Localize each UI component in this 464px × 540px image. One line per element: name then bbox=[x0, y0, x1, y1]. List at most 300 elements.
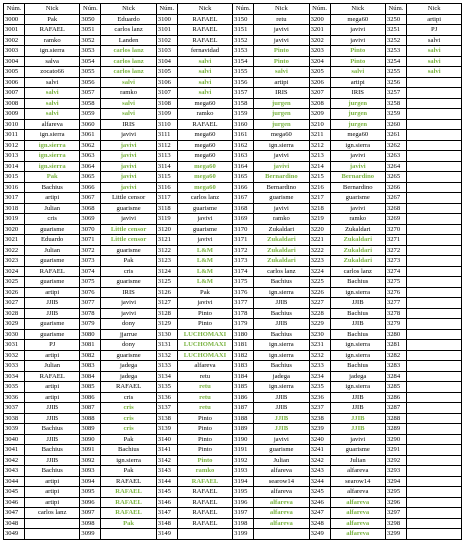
entry-nick: guarisme bbox=[25, 329, 80, 340]
entry-number: 3118 bbox=[156, 203, 177, 214]
entry-nick: JJIB bbox=[25, 298, 80, 309]
entry-number: 3016 bbox=[4, 182, 25, 193]
entry-number: 3255 bbox=[385, 67, 406, 78]
entry-nick: jurgen bbox=[330, 119, 385, 130]
entry-number: 3089 bbox=[80, 424, 101, 435]
entry-nick: salva bbox=[25, 56, 80, 67]
entry-number: 3163 bbox=[233, 151, 254, 162]
entry-number: 3254 bbox=[385, 56, 406, 67]
entry-number: 3238 bbox=[309, 413, 330, 424]
entry-nick: alfareva bbox=[330, 508, 385, 519]
entry-nick: JJIB bbox=[254, 413, 309, 424]
entry-number: 3262 bbox=[385, 140, 406, 151]
entry-number: 3143 bbox=[156, 466, 177, 477]
entry-nick: dony bbox=[101, 319, 156, 330]
entry-number: 3020 bbox=[4, 224, 25, 235]
table-row bbox=[4, 98, 462, 109]
entry-number: 3121 bbox=[156, 235, 177, 246]
entry-nick: IRIS bbox=[254, 88, 309, 99]
entry-number: 3094 bbox=[80, 476, 101, 487]
entry-nick: L&M bbox=[177, 245, 232, 256]
entry-number: 3293 bbox=[385, 466, 406, 477]
entry-number: 3111 bbox=[156, 130, 177, 141]
entry-number: 3201 bbox=[309, 25, 330, 36]
table-row bbox=[4, 518, 462, 529]
entry-number: 3158 bbox=[233, 98, 254, 109]
entry-number: 3169 bbox=[233, 214, 254, 225]
entry-nick: javivi bbox=[101, 298, 156, 309]
entry-nick: Bernardino bbox=[330, 182, 385, 193]
entry-nick: jurgen bbox=[330, 109, 385, 120]
entry-number: 3187 bbox=[233, 403, 254, 414]
num-header: Núm. bbox=[385, 4, 406, 15]
entry-nick: javivi bbox=[177, 214, 232, 225]
entry-number: 3226 bbox=[309, 287, 330, 298]
entry-number: 3049 bbox=[4, 529, 25, 540]
entry-nick bbox=[25, 529, 80, 540]
entry-nick bbox=[406, 77, 461, 88]
entry-number: 3035 bbox=[4, 382, 25, 393]
table-row bbox=[4, 508, 462, 519]
entry-number: 3180 bbox=[233, 329, 254, 340]
entry-number: 3070 bbox=[80, 224, 101, 235]
entry-nick: alfareva bbox=[330, 529, 385, 540]
entry-number: 3044 bbox=[4, 476, 25, 487]
table-row bbox=[4, 14, 462, 25]
entry-number: 3096 bbox=[80, 497, 101, 508]
nick-header: Nick bbox=[254, 4, 309, 15]
entry-nick: ign.sierra bbox=[254, 140, 309, 151]
entry-nick: Zukaldari bbox=[254, 245, 309, 256]
entry-nick: salvi bbox=[25, 109, 80, 120]
entry-nick bbox=[406, 182, 461, 193]
entry-nick: javivi bbox=[177, 235, 232, 246]
entry-nick: JJIB bbox=[254, 403, 309, 414]
entry-nick: mega60 bbox=[177, 172, 232, 183]
entry-number: 3179 bbox=[233, 319, 254, 330]
entry-nick: mega60 bbox=[177, 151, 232, 162]
entry-number: 3064 bbox=[80, 161, 101, 172]
entry-number: 3166 bbox=[233, 182, 254, 193]
entry-number: 3062 bbox=[80, 140, 101, 151]
entry-number: 3231 bbox=[309, 340, 330, 351]
entry-number: 3067 bbox=[80, 193, 101, 204]
entry-nick: salvi bbox=[406, 67, 461, 78]
entry-number: 3191 bbox=[233, 445, 254, 456]
entry-number: 3115 bbox=[156, 172, 177, 183]
entry-nick bbox=[406, 256, 461, 267]
entry-nick: artipi bbox=[25, 382, 80, 393]
entry-nick: retu bbox=[177, 403, 232, 414]
entry-number: 3234 bbox=[309, 371, 330, 382]
entry-number: 3138 bbox=[156, 413, 177, 424]
entry-number: 3106 bbox=[156, 77, 177, 88]
entry-nick: JJIB bbox=[254, 392, 309, 403]
entry-number: 3081 bbox=[80, 340, 101, 351]
entry-number: 3194 bbox=[233, 476, 254, 487]
entry-number: 3018 bbox=[4, 203, 25, 214]
entry-nick: IRIS bbox=[330, 88, 385, 99]
entry-nick: salvi bbox=[406, 46, 461, 57]
entry-number: 3011 bbox=[4, 130, 25, 141]
entry-nick: guarisme bbox=[254, 193, 309, 204]
entry-nick: RAFAEL bbox=[101, 487, 156, 498]
entry-nick: guarisme bbox=[330, 193, 385, 204]
entry-number: 3125 bbox=[156, 277, 177, 288]
entry-nick bbox=[406, 203, 461, 214]
table-row bbox=[4, 46, 462, 57]
entry-number: 3259 bbox=[385, 109, 406, 120]
table-row bbox=[4, 161, 462, 172]
entry-number: 3113 bbox=[156, 151, 177, 162]
table-row bbox=[4, 329, 462, 340]
entry-nick: guarisme bbox=[25, 319, 80, 330]
nick-header: Nick bbox=[406, 4, 461, 15]
nick-header: Nick bbox=[101, 4, 156, 15]
entry-nick: guarisme bbox=[101, 350, 156, 361]
table-row bbox=[4, 151, 462, 162]
entry-number: 3037 bbox=[4, 403, 25, 414]
entry-number: 3031 bbox=[4, 340, 25, 351]
table-row bbox=[4, 424, 462, 435]
table-row bbox=[4, 277, 462, 288]
entry-nick: jadega bbox=[254, 371, 309, 382]
entry-number: 3217 bbox=[309, 193, 330, 204]
entry-nick: ign.sierra bbox=[25, 161, 80, 172]
entry-number: 3003 bbox=[4, 46, 25, 57]
entry-nick: ign.sierra bbox=[330, 140, 385, 151]
entry-number: 3123 bbox=[156, 256, 177, 267]
entry-number: 3215 bbox=[309, 172, 330, 183]
entry-number: 3073 bbox=[80, 256, 101, 267]
entry-number: 3151 bbox=[233, 25, 254, 36]
entry-number: 3157 bbox=[233, 88, 254, 99]
table-row bbox=[4, 287, 462, 298]
entry-number: 3127 bbox=[156, 298, 177, 309]
entry-number: 3258 bbox=[385, 98, 406, 109]
table-row bbox=[4, 529, 462, 540]
entry-number: 3267 bbox=[385, 193, 406, 204]
entry-nick: artipi bbox=[406, 14, 461, 25]
entry-nick bbox=[406, 277, 461, 288]
entry-number: 3043 bbox=[4, 466, 25, 477]
entry-nick: PJ bbox=[25, 340, 80, 351]
entry-nick: Bachius bbox=[254, 361, 309, 372]
entry-number: 3230 bbox=[309, 329, 330, 340]
entry-number: 3156 bbox=[233, 77, 254, 88]
entry-nick: javivi bbox=[101, 130, 156, 141]
entry-number: 3171 bbox=[233, 235, 254, 246]
entry-number: 3161 bbox=[233, 130, 254, 141]
table-row bbox=[4, 256, 462, 267]
entry-nick: Bachius bbox=[330, 277, 385, 288]
entry-number: 3028 bbox=[4, 308, 25, 319]
entry-number: 3053 bbox=[80, 46, 101, 57]
entry-nick bbox=[406, 151, 461, 162]
entry-nick: cris bbox=[25, 214, 80, 225]
entry-number: 3052 bbox=[80, 35, 101, 46]
entry-number: 3117 bbox=[156, 193, 177, 204]
entry-number: 3221 bbox=[309, 235, 330, 246]
entry-nick: RAFAEL bbox=[177, 35, 232, 46]
table-row bbox=[4, 382, 462, 393]
entry-nick: RAFAEL bbox=[177, 508, 232, 519]
entry-number: 3085 bbox=[80, 382, 101, 393]
entry-number: 3030 bbox=[4, 329, 25, 340]
entry-number: 3299 bbox=[385, 529, 406, 540]
entry-nick bbox=[406, 476, 461, 487]
entry-number: 3260 bbox=[385, 119, 406, 130]
entry-nick: RAFAEL bbox=[177, 497, 232, 508]
entry-number: 3022 bbox=[4, 245, 25, 256]
entry-nick: javivi bbox=[330, 35, 385, 46]
entry-nick: Zukaldari bbox=[254, 224, 309, 235]
table-row bbox=[4, 140, 462, 151]
entry-nick: javivi bbox=[254, 203, 309, 214]
entry-nick: JJIB bbox=[330, 413, 385, 424]
entry-nick bbox=[406, 518, 461, 529]
entry-nick: guarisme bbox=[254, 445, 309, 456]
entry-number: 3060 bbox=[80, 119, 101, 130]
entry-nick: salvi bbox=[25, 98, 80, 109]
entry-nick: ign.sierra bbox=[25, 46, 80, 57]
entry-number: 3192 bbox=[233, 455, 254, 466]
entry-nick: artipi bbox=[25, 193, 80, 204]
entry-nick: JJIB bbox=[25, 434, 80, 445]
entry-nick: artipi bbox=[25, 287, 80, 298]
entry-number: 3178 bbox=[233, 308, 254, 319]
entry-number: 3184 bbox=[233, 371, 254, 382]
entry-nick: ramko bbox=[177, 466, 232, 477]
entry-number: 3114 bbox=[156, 161, 177, 172]
entry-number: 3104 bbox=[156, 56, 177, 67]
entry-nick bbox=[406, 455, 461, 466]
entry-number: 3055 bbox=[80, 67, 101, 78]
entry-nick: ign.sierra bbox=[330, 340, 385, 351]
entry-number: 3136 bbox=[156, 392, 177, 403]
entry-nick: jadega bbox=[330, 371, 385, 382]
entry-nick bbox=[406, 98, 461, 109]
entry-number: 3155 bbox=[233, 67, 254, 78]
entry-nick: cris bbox=[101, 413, 156, 424]
entry-number: 3271 bbox=[385, 235, 406, 246]
entry-number: 3239 bbox=[309, 424, 330, 435]
entry-number: 3047 bbox=[4, 508, 25, 519]
entry-nick bbox=[101, 529, 156, 540]
entry-nick: L&M bbox=[177, 266, 232, 277]
entry-number: 3079 bbox=[80, 319, 101, 330]
entry-nick: jurgen bbox=[254, 119, 309, 130]
entry-number: 3232 bbox=[309, 350, 330, 361]
num-header: Núm. bbox=[309, 4, 330, 15]
entry-number: 3071 bbox=[80, 235, 101, 246]
entry-nick bbox=[254, 529, 309, 540]
entry-number: 3256 bbox=[385, 77, 406, 88]
entry-number: 3042 bbox=[4, 455, 25, 466]
data-table bbox=[3, 3, 462, 540]
entry-nick bbox=[406, 319, 461, 330]
entry-number: 3199 bbox=[233, 529, 254, 540]
entry-nick: Bachius bbox=[25, 424, 80, 435]
entry-nick: ign.sierra bbox=[330, 382, 385, 393]
entry-nick: mega60 bbox=[177, 98, 232, 109]
entry-number: 3002 bbox=[4, 35, 25, 46]
entry-number: 3126 bbox=[156, 287, 177, 298]
entry-nick: Pinto bbox=[254, 56, 309, 67]
entry-number: 3253 bbox=[385, 46, 406, 57]
entry-number: 3242 bbox=[309, 455, 330, 466]
entry-nick bbox=[406, 424, 461, 435]
entry-nick: javivi bbox=[330, 434, 385, 445]
entry-number: 3248 bbox=[309, 518, 330, 529]
table-row bbox=[4, 340, 462, 351]
table-row bbox=[4, 214, 462, 225]
table-row bbox=[4, 455, 462, 466]
entry-nick: retu bbox=[177, 371, 232, 382]
entry-nick: Pak bbox=[25, 172, 80, 183]
entry-number: 3196 bbox=[233, 497, 254, 508]
num-header: Núm. bbox=[233, 4, 254, 15]
entry-number: 3235 bbox=[309, 382, 330, 393]
entry-number: 3051 bbox=[80, 25, 101, 36]
entry-number: 3144 bbox=[156, 476, 177, 487]
entry-nick bbox=[406, 434, 461, 445]
entry-nick: Bachius bbox=[254, 329, 309, 340]
entry-number: 3202 bbox=[309, 35, 330, 46]
entry-number: 3103 bbox=[156, 46, 177, 57]
nick-header: Nick bbox=[330, 4, 385, 15]
entry-number: 3172 bbox=[233, 245, 254, 256]
entry-number: 3150 bbox=[233, 14, 254, 25]
entry-nick: ign.sierra bbox=[254, 340, 309, 351]
entry-number: 3177 bbox=[233, 298, 254, 309]
entry-nick: ramko bbox=[101, 88, 156, 99]
entry-number: 3039 bbox=[4, 424, 25, 435]
table-row bbox=[4, 392, 462, 403]
entry-number: 3229 bbox=[309, 319, 330, 330]
entry-nick: ign.sierra bbox=[254, 350, 309, 361]
entry-number: 3173 bbox=[233, 256, 254, 267]
table-row bbox=[4, 245, 462, 256]
entry-nick: Bachius bbox=[101, 445, 156, 456]
entry-number: 3284 bbox=[385, 371, 406, 382]
entry-nick: LUCHOMAXI bbox=[177, 340, 232, 351]
entry-number: 3023 bbox=[4, 256, 25, 267]
entry-nick: JJIB bbox=[25, 308, 80, 319]
entry-number: 3153 bbox=[233, 46, 254, 57]
entry-nick: LUCHOMAXI bbox=[177, 350, 232, 361]
entry-number: 3132 bbox=[156, 350, 177, 361]
entry-nick: Pak bbox=[177, 287, 232, 298]
entry-nick: guarisme bbox=[101, 203, 156, 214]
entry-nick bbox=[406, 161, 461, 172]
entry-number: 3083 bbox=[80, 361, 101, 372]
table-row bbox=[4, 413, 462, 424]
entry-number: 3286 bbox=[385, 392, 406, 403]
entry-nick: RAFAEL bbox=[101, 508, 156, 519]
entry-number: 3282 bbox=[385, 350, 406, 361]
entry-nick: RAFAEL bbox=[25, 371, 80, 382]
entry-number: 3270 bbox=[385, 224, 406, 235]
entry-number: 3296 bbox=[385, 497, 406, 508]
entry-nick: Pinto bbox=[330, 56, 385, 67]
entry-number: 3099 bbox=[80, 529, 101, 540]
entry-number: 3075 bbox=[80, 277, 101, 288]
entry-number: 3251 bbox=[385, 25, 406, 36]
entry-nick: searow14 bbox=[254, 476, 309, 487]
entry-nick bbox=[406, 287, 461, 298]
entry-nick: Landen bbox=[101, 35, 156, 46]
entry-nick: retu bbox=[177, 382, 232, 393]
entry-nick: carlos lanz bbox=[330, 266, 385, 277]
entry-number: 3088 bbox=[80, 413, 101, 424]
entry-number: 3084 bbox=[80, 371, 101, 382]
entry-nick: artipi bbox=[25, 350, 80, 361]
entry-number: 3109 bbox=[156, 109, 177, 120]
entry-nick: mega60 bbox=[177, 161, 232, 172]
entry-nick: guarisme bbox=[330, 445, 385, 456]
entry-nick: JJIB bbox=[330, 403, 385, 414]
entry-nick: salvi bbox=[25, 88, 80, 99]
entry-nick: Bernardino bbox=[254, 182, 309, 193]
entry-nick: retu bbox=[177, 392, 232, 403]
entry-nick: Little censor bbox=[101, 193, 156, 204]
entry-nick: RAFAEL bbox=[101, 476, 156, 487]
entry-number: 3048 bbox=[4, 518, 25, 529]
entry-number: 3072 bbox=[80, 245, 101, 256]
entry-nick: salvi bbox=[177, 77, 232, 88]
entry-nick: guarisme bbox=[177, 224, 232, 235]
entry-number: 3222 bbox=[309, 245, 330, 256]
entry-number: 3294 bbox=[385, 476, 406, 487]
entry-number: 3000 bbox=[4, 14, 25, 25]
entry-number: 3054 bbox=[80, 56, 101, 67]
entry-number: 3066 bbox=[80, 182, 101, 193]
entry-number: 3175 bbox=[233, 277, 254, 288]
entry-nick: javivi bbox=[330, 151, 385, 162]
entry-number: 3233 bbox=[309, 361, 330, 372]
entry-nick bbox=[406, 245, 461, 256]
entry-number: 3046 bbox=[4, 497, 25, 508]
entry-number: 3014 bbox=[4, 161, 25, 172]
entry-nick: ramko bbox=[330, 214, 385, 225]
entry-number: 3078 bbox=[80, 308, 101, 319]
entry-nick: javivi bbox=[101, 172, 156, 183]
entry-number: 3135 bbox=[156, 382, 177, 393]
entry-nick: javivi bbox=[101, 214, 156, 225]
entry-number: 3273 bbox=[385, 256, 406, 267]
entry-number: 3195 bbox=[233, 487, 254, 498]
entry-nick: Bachius bbox=[25, 445, 80, 456]
entry-number: 3228 bbox=[309, 308, 330, 319]
entry-nick bbox=[406, 140, 461, 151]
entry-number: 3291 bbox=[385, 445, 406, 456]
entry-number: 3027 bbox=[4, 298, 25, 309]
entry-nick: mega60 bbox=[330, 14, 385, 25]
entry-nick: RAFAEL bbox=[177, 14, 232, 25]
entry-number: 3212 bbox=[309, 140, 330, 151]
num-header: Núm. bbox=[4, 4, 25, 15]
entry-number: 3100 bbox=[156, 14, 177, 25]
entry-number: 3133 bbox=[156, 361, 177, 372]
table-row bbox=[4, 403, 462, 414]
entry-number: 3183 bbox=[233, 361, 254, 372]
entry-number: 3208 bbox=[309, 98, 330, 109]
entry-nick: PJ bbox=[406, 25, 461, 36]
entry-number: 3193 bbox=[233, 466, 254, 477]
entry-number: 3008 bbox=[4, 98, 25, 109]
entry-nick bbox=[406, 172, 461, 183]
